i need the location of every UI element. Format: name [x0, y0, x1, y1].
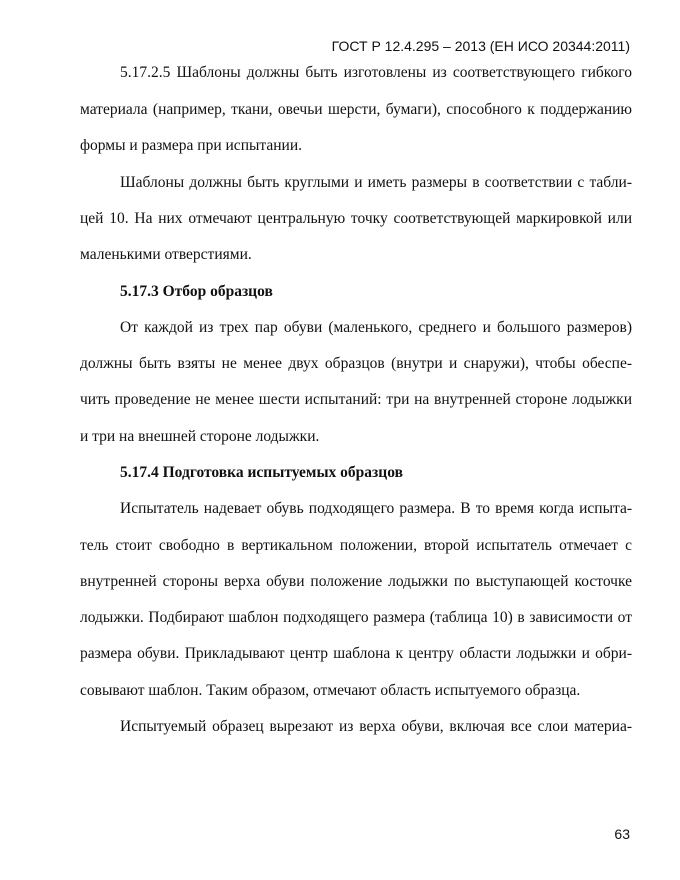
- paragraph-line: внутренней стороны верха обуви положение лодыжки по выступающей косточке: [80, 573, 632, 590]
- paragraph-line: цей 10. На них отмечают центральную точку соответствующей маркировкой или: [80, 210, 632, 227]
- section-heading: 5.17.3 Отбор образцов: [120, 283, 273, 300]
- paragraph-line: маленькими отверстиями.: [80, 246, 252, 263]
- document-header: ГОСТ Р 12.4.295 – 2013 (ЕН ИСО 20344:2011): [331, 38, 630, 54]
- paragraph-line: лодыжки. Подбирают шаблон подходящего размера (таблица 10) в зависимости от: [80, 609, 632, 626]
- paragraph-line: 5.17.2.5 Шаблоны должны быть изготовлены из соответствующего гибкого: [120, 64, 632, 81]
- section-heading: 5.17.4 Подготовка испытуемых образцов: [120, 464, 403, 481]
- paragraph-line: формы и размера при испытании.: [80, 137, 303, 154]
- paragraph-line: Шаблоны должны быть круглыми и иметь размеры в соответствии с табли-: [120, 174, 632, 191]
- paragraph-line: тель стоит свободно в вертикальном положении, второй испытатель отмечает с: [80, 537, 632, 554]
- paragraph-line: должны быть взяты не менее двух образцов (внутри и снаружи), чтобы обеспе-: [80, 355, 632, 372]
- paragraph-line: Испытатель надевает обувь подходящего размера. В то время когда испыта-: [120, 500, 632, 517]
- page-number: 63: [614, 826, 630, 842]
- paragraph-line: размера обуви. Прикладывают центр шаблона к центру области лодыжки и обри-: [80, 645, 632, 662]
- paragraph-line: и три на внешней стороне лодыжки.: [80, 428, 320, 445]
- paragraph-line: чить проведение не менее шести испытаний: три на внутренней стороне лодыжки: [80, 391, 632, 408]
- paragraph-line: Испытуемый образец вырезают из верха обуви, включая все слои материа-: [120, 718, 632, 735]
- paragraph-line: совывают шаблон. Таким образом, отмечают область испытуемого образца.: [80, 682, 581, 699]
- paragraph-line: материала (например, ткани, овечьи шерсти, бумаги), способного к поддержанию: [80, 101, 632, 118]
- paragraph-line: От каждой из трех пар обуви (маленького, среднего и большого размеров): [120, 319, 632, 336]
